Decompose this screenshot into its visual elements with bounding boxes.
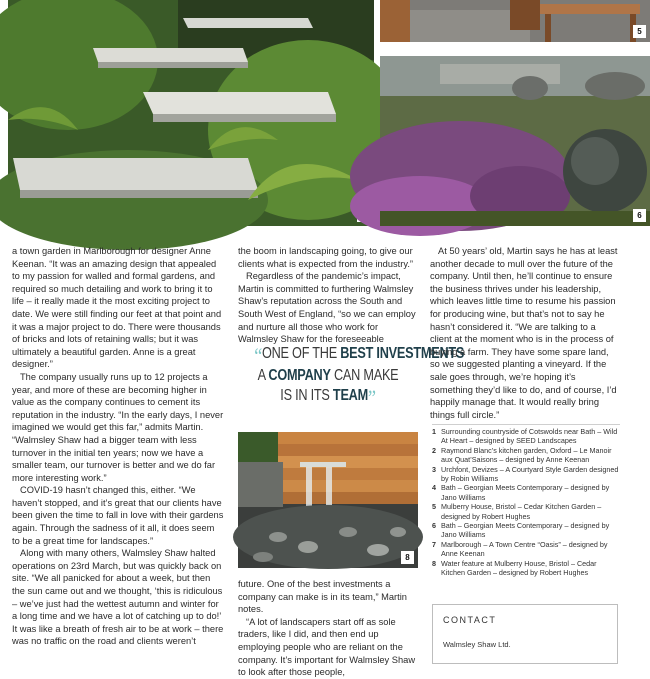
paragraph: future. One of the best investments a company can make is in its team,” Martin notes. — [238, 579, 407, 615]
contact-heading: CONTACT — [443, 615, 497, 625]
photo-number-badge: 8 — [401, 551, 414, 564]
contact-company: Walmsley Shaw Ltd. — [443, 640, 511, 649]
caption-item — [432, 483, 620, 502]
contact-box — [432, 604, 618, 664]
photo-water-feature — [238, 432, 418, 568]
pull-quote-text: CAN MAKE — [330, 367, 399, 384]
caption-text: Mulberry House, Bristol – Cedar Kitchen Garden – designed by Robert Hughes — [441, 502, 602, 521]
caption-number: 3 — [432, 464, 436, 474]
article-column-3 — [430, 245, 618, 421]
photo-6-illustration — [380, 56, 650, 226]
photo-floating-steps — [8, 0, 374, 226]
paragraph: At 50 years’ old, Martin says he has at least another decade to mull over the future of the company. Until then, he’ll continue to ensure the business thrives under his leadership, which leaves little time to resume his passion for producing wine, but that’s not to say he hasn’t considered it. “We are talking to a client at the moment who is in the process of buying a farm. They have some spare land, so we suggested planting a vineyard. If the sale goes through, we’re hoping it’s something they’d like to do, and of course, I’d happily manage that. It would really bring things full circle.” — [430, 246, 618, 420]
pull-quote-highlight: COMPANY — [268, 367, 331, 384]
caption-number: 5 — [432, 502, 436, 512]
paragraph: Along with many others, Walmsley Shaw halted operations on 23rd March, but was quickly back on site. “We all panicked for about a week, but then the sun came out and we thought, ‘this is ridiculous – we’ve just had the wettest autumn and winter for a long time and we have a lot of catching up to do!’ It was like a breath of fresh air to be at work – there was no traffic on the road and clients weren’t — [12, 548, 224, 647]
photo-captions-list — [432, 424, 620, 578]
caption-number: 8 — [432, 558, 436, 568]
caption-item — [432, 540, 620, 559]
photo-8-illustration — [238, 432, 418, 568]
caption-item — [432, 502, 620, 521]
paragraph: The company usually runs up to 12 projects a year, and more of these are becoming higher in value as the company continues to cement its reputation in the industry. “In the early days, I never imagined we would get this far,” admits Martin. “Walmsley Shaw had a bigger team with less turnover in the initial ten years; now we have a smaller team, our turnover is better and we do far more interesting work.” — [12, 371, 224, 483]
caption-number: 6 — [432, 521, 436, 531]
article-column-2-bottom — [238, 578, 418, 679]
caption-text: Urchfont, Devizes – A Courtyard Style Garden designed by Robin Williams — [441, 464, 619, 484]
paragraph: Regardless of the pandemic’s impact, Martin is committed to furthering Walmsley Shaw’s reputation across the South and South West of England, “so we can employ and nurture all those who work for Walmsley Shaw for the foreseeable — [238, 271, 416, 345]
pull-quote-highlight: TEAM — [332, 387, 368, 404]
article-column-2-top — [238, 245, 418, 346]
caption-text: Bath – Georgian Meets Contemporary – designed by Jano Williams — [441, 483, 610, 502]
caption-text: Bath – Georgian Meets Contemporary – designed by Jano Williams — [441, 521, 610, 540]
pull-quote-line-1 — [254, 343, 465, 368]
caption-text: Surrounding countryside of Cotswolds near Bath – Wild At Heart – designed by SEED Landscapes — [441, 427, 618, 446]
photo-kitchen-garden — [380, 0, 650, 42]
close-quote-mark: ” — [367, 385, 376, 410]
article-column-1 — [12, 245, 224, 648]
caption-number: 7 — [432, 539, 436, 549]
pull-quote-line-2 — [254, 366, 402, 386]
photo-4-illustration — [8, 0, 374, 226]
photo-purple-planting — [380, 56, 650, 226]
paragraph: COVID-19 hasn’t changed this, either. “We haven’t stopped, and it’s great that our clients have been given the time to fall in love with their gardens again. Through the sadness of it all, it does seem to be a great time for landscapes.” — [12, 485, 224, 546]
caption-item — [432, 521, 620, 540]
caption-number: 2 — [432, 445, 436, 455]
caption-item — [432, 465, 620, 484]
caption-text: Water feature at Mulberry House, Bristol – Cedar Kitchen Garden – designed by Robert Hughes — [441, 558, 597, 578]
caption-item — [432, 559, 620, 578]
pull-quote-line-3 — [254, 386, 402, 408]
pull-quote — [238, 343, 465, 410]
pull-quote-text: IS IN ITS — [280, 387, 333, 404]
pull-quote-text: A — [257, 367, 269, 384]
paragraph: a town garden in Marlborough for designer Anne Keenan. “It was an amazing design that appealed to my passion for walled and formal gardens, and required so much detailing and work to bring it to life – it really made it the most exciting project to date. We were still finding our feet at that point and it was a major project to do. There were thousands of bricks and lots of retaining walls; but it was ultimately a beautiful garden. Anne is a great designer.” — [12, 246, 222, 370]
open-quote-mark: “ — [254, 343, 262, 368]
photo-number-badge: 6 — [633, 209, 646, 222]
pull-quote-highlight: BEST INVESTMENTS — [340, 345, 465, 362]
pull-quote-text: ONE OF THE — [261, 345, 341, 362]
paragraph: the boom in landscaping going, to give our clients what is expected from the industry.” — [238, 246, 413, 269]
caption-number: 1 — [432, 427, 436, 436]
caption-item — [432, 446, 620, 465]
photo-5-illustration — [380, 0, 650, 42]
caption-item — [432, 427, 620, 446]
caption-text: Raymond Blanc’s kitchen garden, Oxford – Le Manoir aux Quat’Saisons – designed by Anne Keenan — [441, 445, 612, 465]
caption-number: 4 — [432, 483, 436, 493]
photo-number-badge: 5 — [633, 25, 646, 38]
paragraph: “A lot of landscapers start off as sole traders, like I did, and then end up employing people who are reliant on the company. It’s important for Walmsley Shaw to look after those people, — [238, 616, 416, 678]
caption-text: Marlborough – A Town Centre “Oasis” – designed by Anne Keenan — [441, 539, 608, 559]
